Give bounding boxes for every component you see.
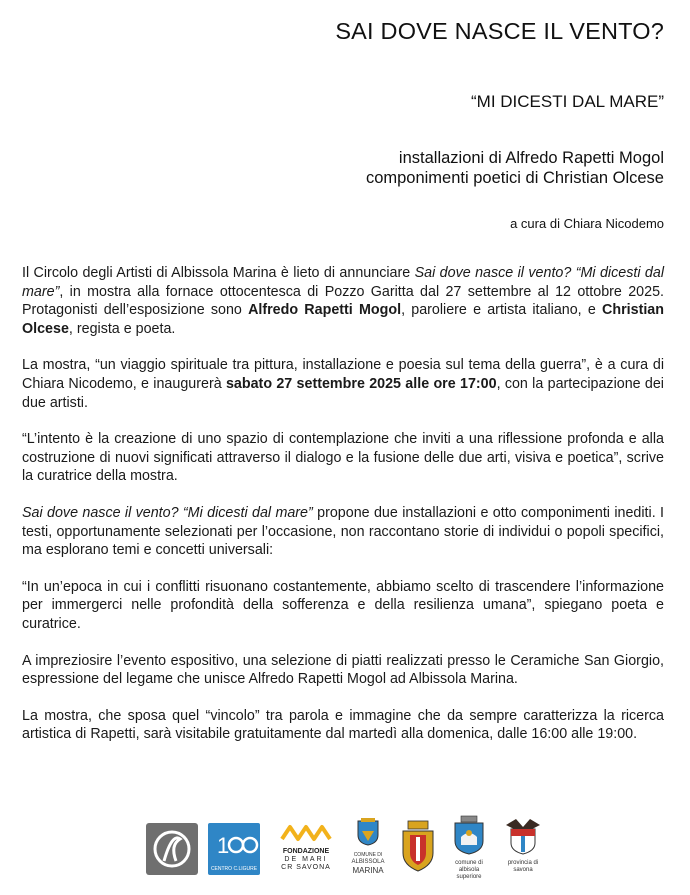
sponsor-logos [140, 815, 560, 880]
fondazione-line-1: FONDAZIONE [282, 848, 330, 855]
circolo-artisti-logo [146, 823, 198, 875]
centro-ligure-logo [208, 823, 260, 875]
press-release-body [22, 264, 664, 762]
albissola-marina-line-3: MARINA [352, 866, 384, 875]
p2-opening-date: sabato 27 settembre 2025 alle ore 17:00 [225, 375, 497, 392]
paragraph-quote: “In un’epoca in cui i conflitti risuonano costantemente, abbiamo scelto di trascendere l’informazione per immergerci nelle profondità della sofferenza e della resilienza umana”, spiegano poeta e curatrice. [22, 578, 664, 632]
event-subtitle: “MI DICESTI DAL MARE” [471, 92, 664, 111]
provincia-savona-logo [500, 815, 546, 877]
p1-poet-name: Christian Olcese [22, 302, 664, 337]
credits [366, 148, 664, 188]
p4-text-b: propone due installazioni e otto componimenti inediti. I testi, opportunamente selezionati per l’occasione, non raccontano storie di individui o popoli specifici, ma esplorano temi e concetti universali: [22, 504, 665, 559]
paragraph-opening [22, 356, 664, 412]
centro-ligure-label: CENTRO C.LIGURE [210, 866, 258, 872]
svg-text:1: 1 [217, 833, 230, 858]
albisola-superiore-line-1: comune di [455, 860, 483, 866]
credit-line-poetry: componimenti poetici di Christian Olcese [365, 169, 664, 187]
fondazione-line-3: CR SAVONA [281, 864, 331, 871]
p2-text-c: , con la partecipazione dei due artisti. [22, 375, 664, 411]
paragraph-ceramics: A impreziosire l’evento espositivo, una selezione di piatti realizzati presso le Ceramiche San Giorgio, espressione del legame che unisce Alfredo Rapetti Mogol ad Albissola Marina. [22, 652, 664, 688]
albisola-superiore-logo [446, 815, 492, 880]
city-crest-logo [398, 819, 438, 873]
credit-line-installations: installazioni di Alfredo Rapetti Mogol [398, 149, 664, 167]
paragraph-visiting: La mostra, che sposa quel “vincolo” tra parola e immagine che da sempre caratterizza la ricerca artistica di Rapetti, sarà visitabile gratuitamente dal martedì alla domenica, dalle 16:00 alle 19:00. [22, 707, 664, 743]
p1-exhibition-title: Sai dove nasce il vento? “Mi dicesti dal mare” [22, 265, 664, 300]
paragraph-intent: “L’intento è la creazione di uno spazio di contemplazione che inviti a una riflessione profonda e alla costruzione di nuovi significati attraverso il dialogo e la fusione delle due arti, visiva e poetica”, scrive la curatrice della mostra. [22, 431, 664, 485]
p1-text-g: , regista e poeta. [68, 320, 176, 337]
p1-text-a: Il Circolo degli Artisti di Albissola Marina è lieto di annunciare [22, 265, 415, 281]
p1-text-c: , in mostra alla fornace ottocentesca di Pozzo Garitta dal 27 settembre al 12 ottobre 2025. Protagonisti dell’esposizione sono [22, 283, 664, 319]
paragraph-works [22, 504, 664, 560]
event-title: SAI DOVE NASCE IL VENTO? [335, 18, 664, 44]
curator-line: a cura di Chiara Nicodemo [510, 216, 664, 231]
provincia-line-2: savona [513, 867, 533, 873]
albissola-marina-logo [348, 817, 388, 877]
provincia-line-1: provincia di [507, 860, 539, 866]
p1-artist-name: Alfredo Rapetti Mogol [248, 302, 402, 319]
albissola-marina-line-2: ALBISSOLA [351, 859, 385, 865]
fondazione-de-mari-logo [278, 823, 334, 875]
albissola-marina-line-1: COMUNE DI [353, 852, 383, 858]
fondazione-line-2: DE MARI [284, 856, 328, 863]
p2-text-a: La mostra, “un viaggio spirituale tra pittura, installazione e poesia sul tema della guerra”, è a cura di Chiara Nicodemo, e inaugurerà [22, 357, 664, 392]
p4-exhibition-title: Sai dove nasce il vento? “Mi dicesti dal mare” [22, 504, 313, 521]
albisola-superiore-line-2: albisola superiore [456, 867, 482, 880]
p1-text-e: , paroliere e artista italiano, e [401, 302, 603, 319]
paragraph-intro [22, 264, 664, 338]
